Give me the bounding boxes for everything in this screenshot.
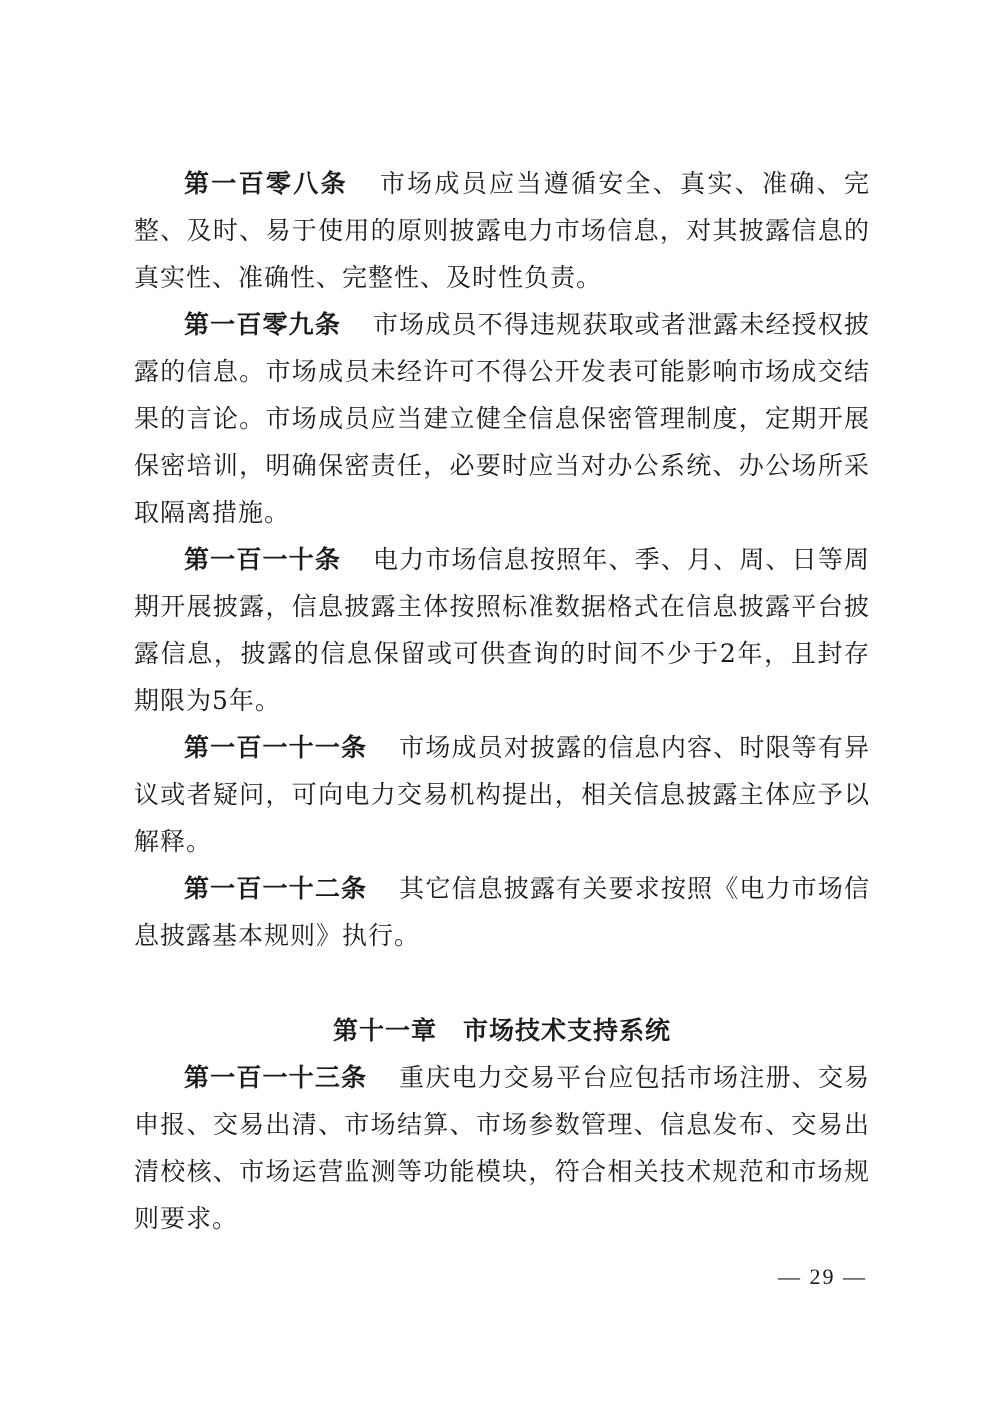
- document-page: [134, 160, 870, 1242]
- article-text: 市场成员对披露的信息内容、时限等有异议或者疑问，可向电力交易机构提出，相关信息披露主体应予以解释。: [134, 733, 870, 856]
- chapter-title: 市场技术支持系统: [463, 1016, 672, 1045]
- article-text: 重庆电力交易平台应包括市场注册、交易申报、交易出清、市场结算、市场参数管理、信息发布、交易出清校核、市场运营监测等功能模块，符合相关技术规范和市场规则要求。: [134, 1063, 870, 1233]
- chapter-heading: [134, 1007, 870, 1054]
- article-number: 第一百一十三条: [184, 1063, 368, 1092]
- article-109: [134, 301, 870, 536]
- article-112: [134, 865, 870, 959]
- article-number: 第一百零九条: [184, 310, 341, 339]
- article-text: 其它信息披露有关要求按照《电力市场信息披露基本规则》执行。: [134, 874, 870, 950]
- article-number: 第一百一十二条: [184, 874, 368, 903]
- article-111: [134, 724, 870, 865]
- article-text: 市场成员应当遵循安全、真实、准确、完整、及时、易于使用的原则披露电力市场信息，对其披露信息的真实性、准确性、完整性、及时性负责。: [134, 169, 870, 292]
- article-number: 第一百一十一条: [184, 733, 368, 762]
- article-number: 第一百一十条: [184, 545, 341, 574]
- article-number: 第一百零八条: [184, 169, 348, 198]
- article-text: 电力市场信息按照年、季、月、周、日等周期开展披露，信息披露主体按照标准数据格式在信息披露平台披露信息，披露的信息保留或可供查询的时间不少于2年，且封存期限为5年。: [134, 545, 870, 715]
- article-110: [134, 536, 870, 724]
- article-text: 市场成员不得违规获取或者泄露未经授权披露的信息。市场成员未经许可不得公开发表可能影响市场成交结果的言论。市场成员应当建立健全信息保密管理制度，定期开展保密培训，明确保密责任，必要时应当对办公系统、办公场所采取隔离措施。: [134, 310, 870, 527]
- page-number: — 29 —: [778, 1264, 867, 1289]
- chapter-label: 第十一章: [332, 1016, 437, 1045]
- article-113: [134, 1054, 870, 1242]
- article-108: [134, 160, 870, 301]
